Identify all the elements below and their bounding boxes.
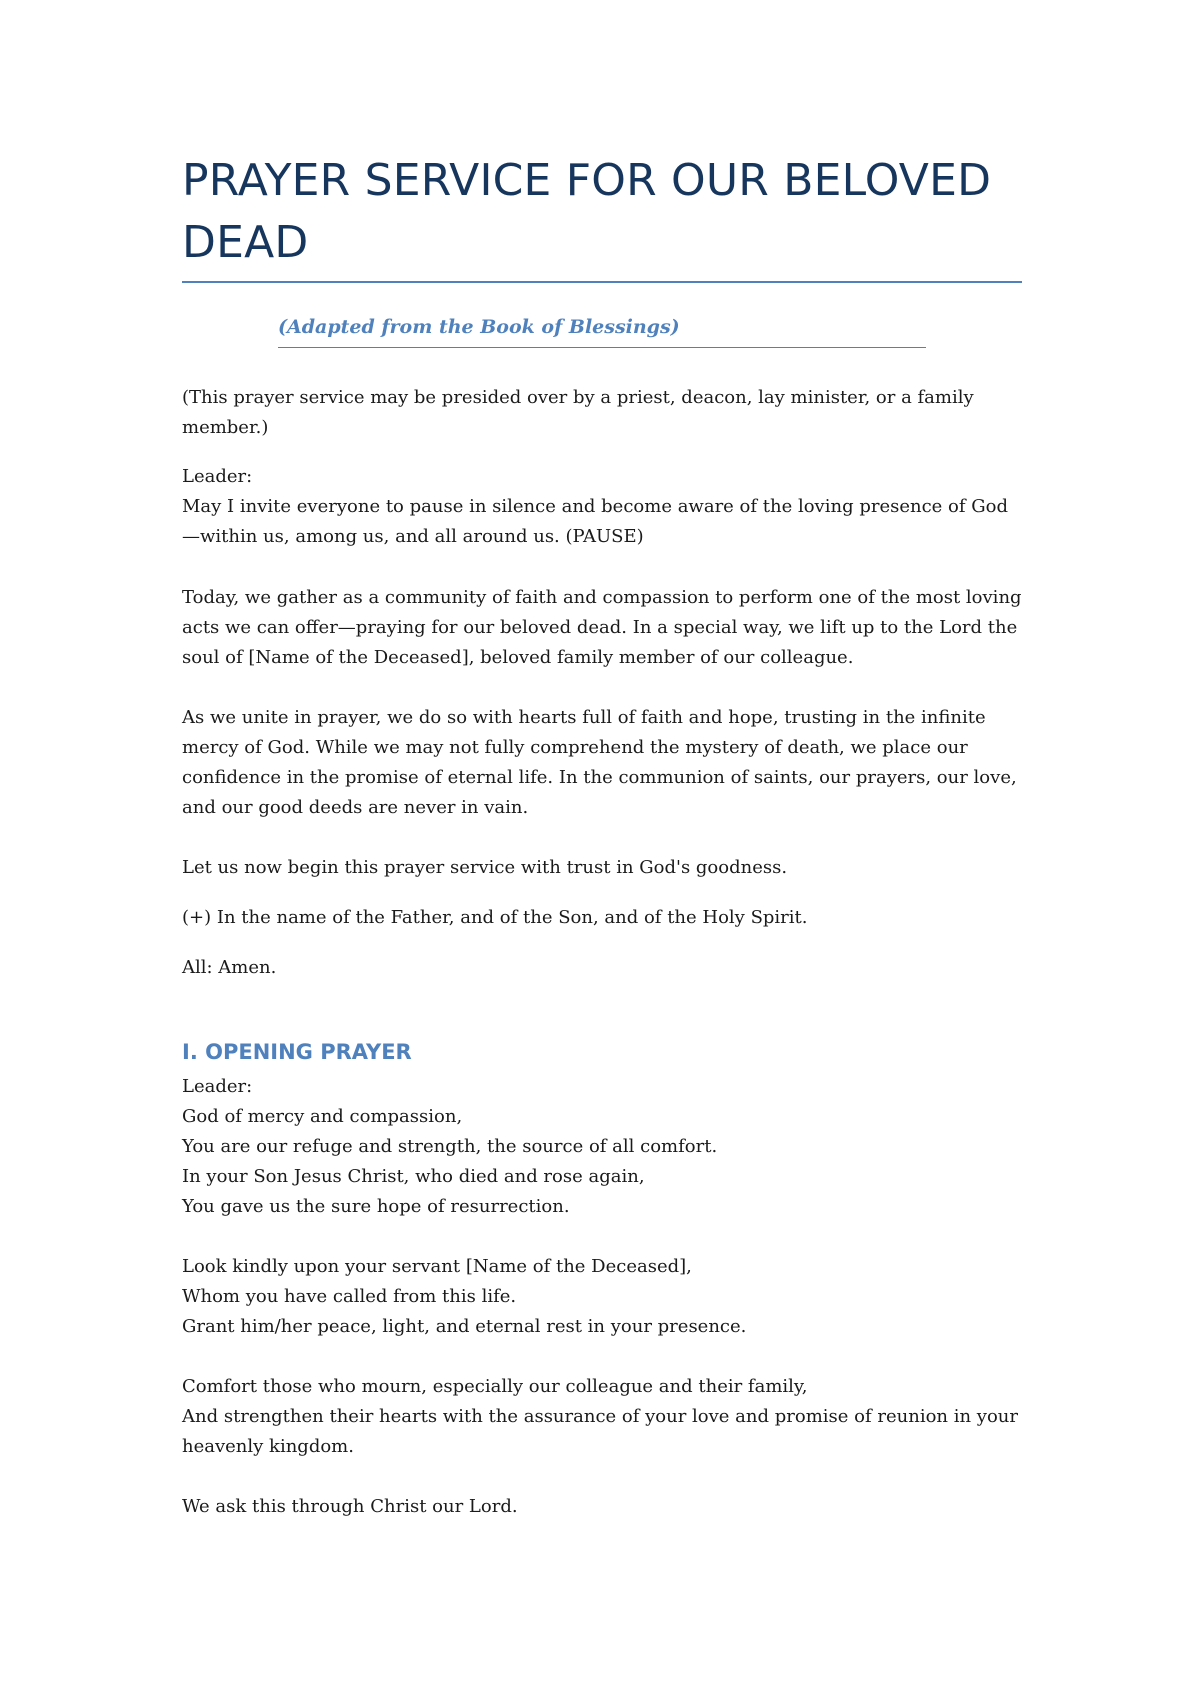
document-title: PRAYER SERVICE FOR OUR BELOVED DEAD (182, 155, 992, 268)
amen-response: All: Amen. (182, 957, 277, 978)
unity-paragraph: As we unite in prayer, we do so with hearts full of faith and hope, trusting in the infinite mercy of God. While we may not fully comprehend the mystery of death, we place our confidence in the promise of eternal life. In the communion of saints, our prayers, our love, and our good deeds are never in vain. (182, 707, 1017, 818)
title-divider (182, 281, 1022, 283)
subtitle-divider (278, 347, 926, 348)
section-heading-opening-prayer: I. OPENING PRAYER (182, 1040, 412, 1064)
prayer-stanza: Comfort those who mourn, especially our colleague and their family, And strengthen their hearts with the assurance of your love and promise of reunion in your heavenly kingdom. (182, 1376, 1018, 1457)
leader-label: Leader: (182, 466, 253, 487)
leader-label: Leader: (182, 1076, 253, 1097)
prayer-stanza: God of mercy and compassion, You are our refuge and strength, the source of all comfort. In your Son Jesus Christ, who died and rose again, You gave us the sure hope of resurrection. (182, 1106, 718, 1217)
intro-note: (This prayer service may be presided over by a priest, deacon, lay minister, or a family member.) (182, 387, 974, 438)
prayer-stanza: Look kindly upon your servant [Name of the Deceased], Whom you have called from this life. Grant him/her peace, light, and eternal rest in your presence. (182, 1256, 747, 1337)
gathering-paragraph: Today, we gather as a community of faith and compassion to perform one of the most loving acts we can offer—praying for our beloved dead. In a special way, we lift up to the Lord the soul of [Name of the Deceased], beloved family member of our colleague. (182, 587, 1022, 668)
sign-of-cross: (+) In the name of the Father, and of the Son, and of the Holy Spirit. (182, 907, 808, 928)
closing-line: We ask this through Christ our Lord. (182, 1496, 518, 1517)
document-subtitle: (Adapted from the Book of Blessings) (278, 316, 680, 338)
invitation-paragraph: May I invite everyone to pause in silence and become aware of the loving presence of God—within us, among us, and all around us. (PAUSE) (182, 496, 1008, 547)
begin-paragraph: Let us now begin this prayer service with trust in God's goodness. (182, 857, 788, 878)
